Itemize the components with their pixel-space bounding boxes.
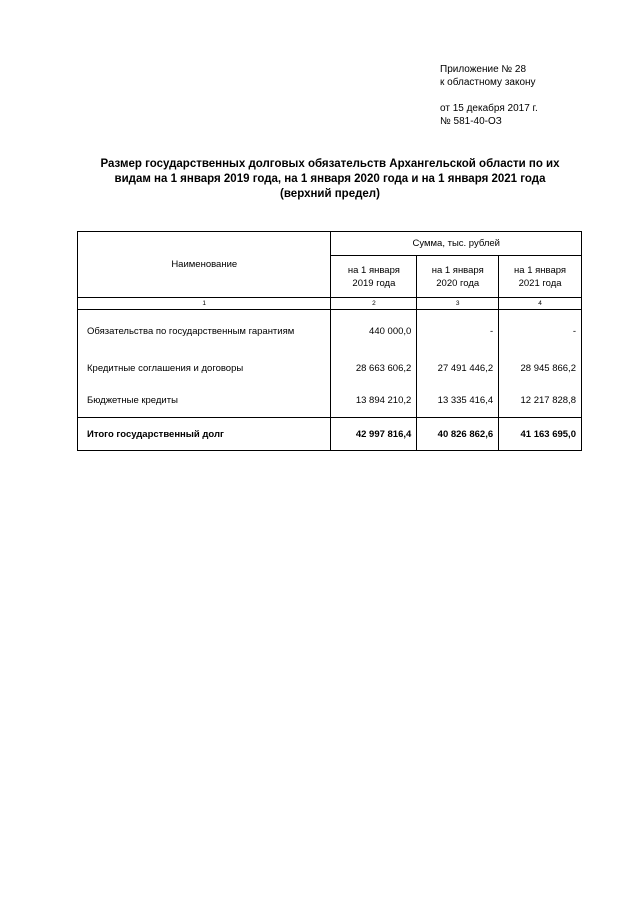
row-name: Бюджетные кредиты [78,384,331,418]
total-value-2019: 42 997 816,4 [331,418,417,451]
index-row [78,298,582,310]
header-name: Наименование [78,232,331,298]
table-row [78,354,582,384]
table-row [78,384,582,418]
title-line: (верхний предел) [280,188,380,200]
row-value-2020: 27 491 446,2 [417,354,499,384]
row-value-2019: 28 663 606,2 [331,354,417,384]
appendix-line: от 15 декабря 2017 г. [440,103,538,114]
header-row [78,232,582,256]
appendix-line: Приложение № 28 [440,64,527,75]
row-value-2021: 12 217 828,8 [499,384,582,418]
row-name: Кредитные соглашения и договоры [78,354,331,384]
index-cell: 1 [78,298,331,310]
table-row [78,310,582,354]
row-value-2020: 13 335 416,4 [417,384,499,418]
appendix-line: № 581-40-ОЗ [440,116,502,127]
total-value-2021: 41 163 695,0 [499,418,582,451]
total-row [78,418,582,451]
total-name: Итого государственный долг [78,418,331,451]
row-value-2021: - [499,310,582,354]
row-value-2020: - [417,310,499,354]
row-value-2019: 440 000,0 [331,310,417,354]
header-sum: Сумма, тыс. рублей [331,232,582,256]
title-line: Размер государственных долговых обязательств Архангельской области по их [100,158,560,170]
debt-table [77,231,582,451]
row-value-2019: 13 894 210,2 [331,384,417,418]
appendix-note [440,63,538,128]
row-value-2021: 28 945 866,2 [499,354,582,384]
index-cell: 4 [499,298,582,310]
index-cell: 3 [417,298,499,310]
header-col-2019: на 1 января 2019 года [331,256,417,298]
header-col-2020: на 1 января 2020 года [417,256,499,298]
appendix-line: к областному закону [440,77,536,88]
header-col-2021: на 1 января 2021 года [499,256,582,298]
document-title [80,157,580,202]
title-line: видам на 1 января 2019 года, на 1 января 2020 года и на 1 января 2021 года [114,173,546,185]
total-value-2020: 40 826 862,6 [417,418,499,451]
index-cell: 2 [331,298,417,310]
row-name: Обязательства по государственным гарантиям [78,310,331,354]
